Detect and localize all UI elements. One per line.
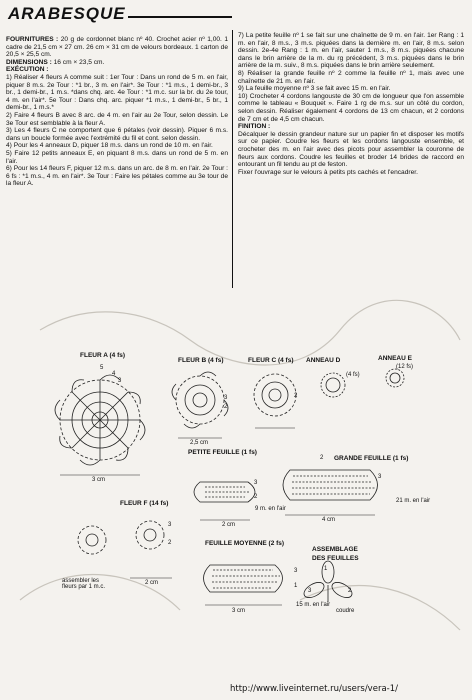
grande-feuille-label: GRANDE FEUILLE (1 fs) [334, 455, 409, 462]
fleur-f-label: FLEUR F (14 fs) [120, 500, 169, 507]
fleur-b-label: FLEUR B (4 fs) [178, 357, 224, 364]
petite-feuille-diagram [194, 480, 258, 520]
petite-feuille-chain: 9 m. en l'air [255, 506, 286, 512]
step-2: 2) Faire 4 fleurs B avec 8 arc. de 4 m. en l'air au 2e Tour, selon dessin. Le 3e Tour est semblable à la fleur A. [6, 111, 228, 127]
fleur-b-diagram [172, 372, 228, 438]
assemblage-leaf-1: 1 [324, 566, 328, 572]
grande-feuille-dimension: 4 cm [322, 517, 336, 523]
fleur-a-label: FLEUR A (4 fs) [80, 352, 126, 359]
anneau-e-diagram [386, 369, 404, 387]
fleur-a-diagram [55, 375, 145, 475]
fleur-b-row-2: 2 [224, 404, 228, 410]
anneau-e-label: ANNEAU E [378, 355, 412, 362]
fleur-f-diagram [78, 521, 172, 578]
fleur-a-dimension: 3 cm [92, 477, 106, 483]
petite-feuille-row-3: 3 [254, 480, 258, 486]
petite-feuille-dimension: 2 cm [222, 522, 236, 528]
step-8: 8) Réaliser la grande feuille nº 2 comme la feuille nº 1, mais avec une chaînette de 21 m. en l'air. [238, 69, 464, 85]
petite-feuille-label: PETITE FEUILLE (1 fs) [188, 449, 257, 456]
fleur-f-dimension: 2 cm [145, 580, 159, 586]
fleur-b-row-3: 3 [224, 395, 228, 401]
fleur-c-label: FLEUR C (4 fs) [248, 357, 294, 364]
feuille-moyenne-row-3: 3 [294, 568, 298, 574]
grande-feuille-diagram [283, 470, 378, 515]
feuille-moyenne-dimension: 3 cm [232, 608, 246, 614]
assemblage-label: ASSEMBLAGE [312, 546, 358, 553]
assemblage-leaf-3: 3 [308, 588, 312, 594]
fournitures-text: 20 g de cordonnet blanc nº 40. Crochet acier nº 1,00. 1 cadre de 21,5 cm × 27 cm. 26 cm × 31 cm de velours bordeaux. 1 carton de 20,5 × 25,5 cm. [6, 36, 228, 59]
grande-feuille-number: 2 [320, 455, 324, 461]
coudre-label: coudre [336, 608, 355, 614]
step-7: 7) La petite feuille nº 1 se fait sur une chaînette de 9 m. en l'air. 1er Rang : 1 m. en l'air, 8 m.s., 3 m.s. piquées dans la dernière m. en l'air, 8 m.s. selon dessin. 2e-4e Rang : 1 m. en l'air, sauter 1 m.s., 8 m.s. piquées chacune dans le brin arrière de la m. du rg précédent, 3 m.s. piquées dans le brin arrière de la m. suiv., 8 m.s. piquées dans le brin arrière seulement. [238, 32, 464, 70]
feuille-moyenne-chain: 15 m. en l'air [296, 602, 331, 608]
finition-text: Décalquer le dessin grandeur nature sur un papier fin et disposer les motifs sur ce papier. Coudre les fleurs et les cordons langouste ensemble, et crocheter des m. en l'air avec des picots pour assembler la couronne de fleurs aux cordons. Coudre les feuilles et broder 14 brides de raccord en entourant un fil tendu au pt de feston. [238, 130, 464, 169]
dimensions-text: 16 cm × 23,5 cm. [51, 58, 105, 66]
step-5: 5) Faire 12 petits anneaux E, en piquant 8 m.s. dans un rond de 5 m. en l'air. [6, 149, 228, 165]
anneau-e-count: (12 fs) [396, 364, 414, 370]
anneau-d-label: ANNEAU D [306, 357, 341, 364]
step-6: 6) Pour les 14 fleurs F, piquer 12 m.s. dans un arc. de 8 m. en l'air. 2e Tour : 6 fs : *1 m.s., 4 m. en l'air*. 3e Tour : Faire les pétales comme au 3e tour de la fleur A. [6, 165, 228, 188]
finition-label: FINITION : [238, 123, 271, 131]
assemblage-leaf-2: 2 [348, 588, 352, 594]
assembler-note: assembler les fleurs par 1 m.c. [62, 578, 106, 590]
feuille-moyenne-row-1: 1 [294, 583, 298, 589]
grande-feuille-row-3: 3 [378, 474, 382, 480]
fleur-a-row-4: 4 [112, 371, 116, 377]
step-3: 3) Les 4 fleurs C ne comportent que 6 pétales (voir dessin). Piquer 6 m.s. dans un boucle formée avec l'extrémité du fil et cont. selon dessin. [6, 127, 228, 142]
step-10: 10) Crocheter 4 cordons langouste de 30 cm de longueur que l'on assemble comme le tableau « Bouquet ». Faire 1 rg de m.s. sur un côté du cordon, selon dessin. Réaliser également 4 cordons de 13 cm chacun, et 2 cordons de 7 cm et de 4,5 cm chacun. [238, 92, 464, 123]
page-title: ARABESQUE [8, 4, 126, 23]
fournitures-label: FOURNITURES : [6, 36, 59, 43]
des-feuilles-label: DES FEUILLES [312, 555, 359, 562]
step-9: 9) La feuille moyenne nº 3 se fait avec 15 m. en l'air. [238, 85, 391, 93]
fixer-text: Fixer l'ouvrage sur le velours à petits pts cachés et l'encadrer. [238, 168, 418, 176]
fleur-a-row-3: 3 [118, 378, 122, 384]
fleur-c-diagram [254, 374, 296, 428]
feuille-moyenne-label: FEUILLE MOYENNE (2 fs) [205, 540, 285, 547]
anneau-d-count: (4 fs) [346, 372, 360, 378]
step-1: 1) Réaliser 4 fleurs A comme suit : 1er Tour : Dans un rond de 5 m. en l'air, piquer 8 m.s. 2e Tour : *1 br., 3 m. en l'air*. 3e Tour : *1 m.s., 1 demi-br., 3 br., 1 demi-br., 1 m.s. *dans chq. arc. 4e Tour : *1 m.c. sur la br. du 2e tour, 4 m. en l'air*. 5e Tour : Dans chq. arc. piquer *1 m.s., 1 demi-br., 5 br., 1 demi-br., 1 m.s.* [6, 73, 228, 112]
anneau-d-diagram [321, 373, 345, 397]
dimensions-label: DIMENSIONS : [6, 58, 52, 66]
step-4: 4) Pour les 4 anneaux D, piquer 18 m.s. dans un rond de 10 m. en l'air. [6, 142, 213, 150]
fleur-b-dimension: 2,5 cm [190, 440, 209, 446]
fleur-f-row-3: 3 [168, 522, 172, 528]
fleur-f-row-2: 2 [168, 540, 172, 546]
fleur-c-row-2: 2 [294, 393, 298, 399]
feuille-moyenne-diagram [204, 565, 283, 605]
petite-feuille-row-2: 2 [254, 494, 258, 500]
fleur-a-row-5: 5 [100, 365, 104, 371]
grande-feuille-chain: 21 m. en l'air [396, 498, 431, 504]
source-url: http://www.liveinternet.ru/users/vera-1/ [230, 684, 398, 694]
execution-label: EXÉCUTION : [6, 66, 49, 74]
